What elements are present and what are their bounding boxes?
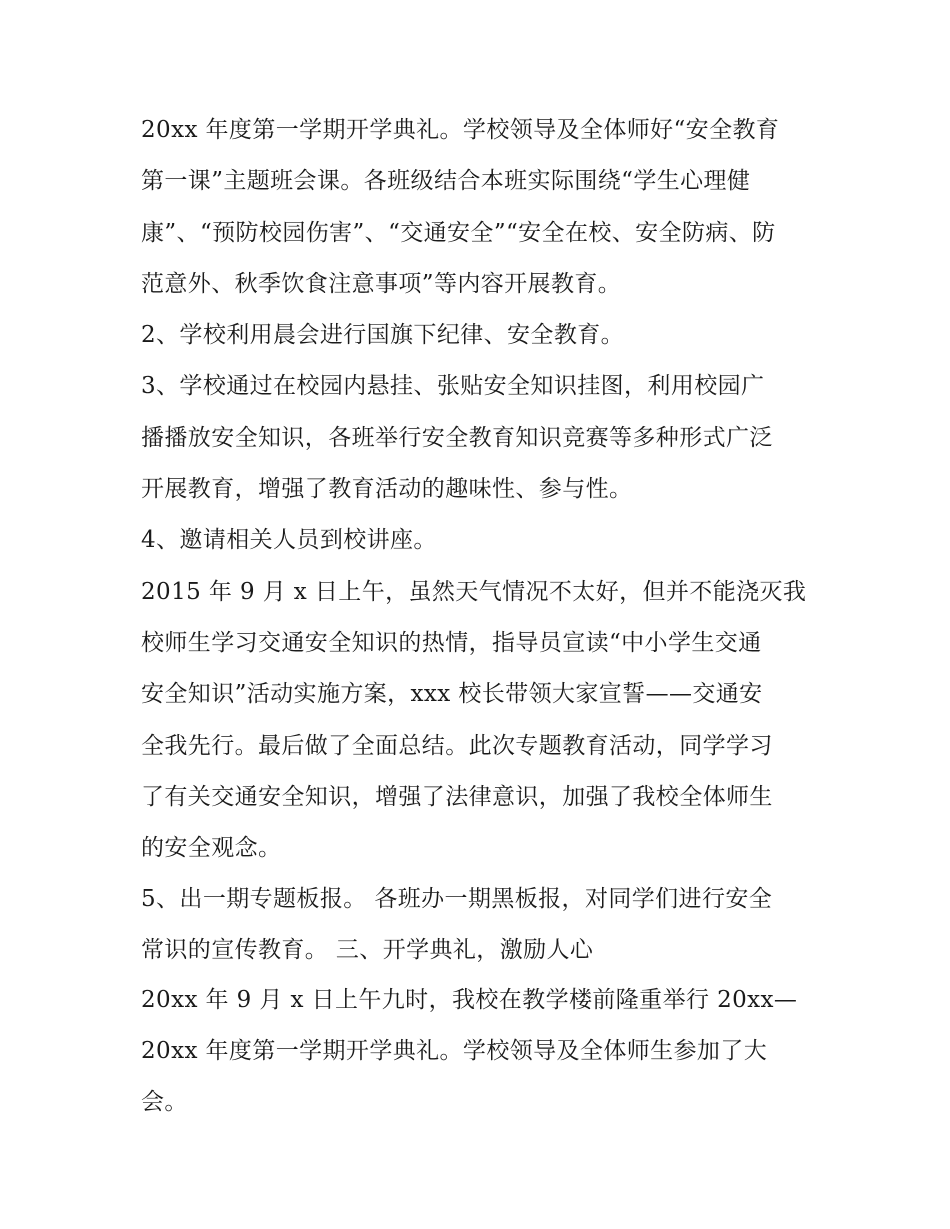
text-line: 了有关交通安全知识，增强了法律意识，加强了我校全体师生 <box>141 783 773 810</box>
text-line: 范意外、秋季饮食注意事项”等内容开展教育。 <box>141 270 622 297</box>
text-line: 会。 <box>141 1089 188 1116</box>
text-line: 20xx 年 9 月 x 日上午九时，我校在教学楼前隆重举行 20xx— <box>141 986 798 1013</box>
text-line: 全我先行。最后做了全面总结。此次专题教育活动，同学学习 <box>141 732 773 759</box>
text-line: 2015 年 9 月 x 日上午，虽然天气情况不太好，但并不能浇灭我 <box>141 578 807 605</box>
text-line: 播播放安全知识，各班举行安全教育知识竞赛等多种形式广泛 <box>141 424 773 451</box>
text-line: 校师生学习交通安全知识的热情，指导员宣读“中小学生交通 <box>141 629 762 656</box>
text-line: 开展教育，增强了教育活动的趣味性、参与性。 <box>141 476 633 503</box>
list-item-5: 5、出一期专题板报。 各班办一期黑板报，对同学们进行安全 <box>141 886 773 913</box>
text-line: 第一课”主题班会课。各班级结合本班实际围绕“学生心理健 <box>141 168 751 195</box>
list-item-2: 2、学校利用晨会进行国旗下纪律、安全教育。 <box>141 322 625 349</box>
text-line: 安全知识”活动实施方案，xxx 校长带领大家宣誓——交通安 <box>141 681 763 708</box>
text-line: 20xx 年度第一学期开学典礼。学校领导及全体师生参加了大 <box>141 1038 768 1065</box>
list-item-3: 3、学校通过在校园内悬挂、张贴安全知识挂图，利用校园广 <box>141 373 765 400</box>
text-line: 20xx 年度第一学期开学典礼。学校领导及全体师好“安全教育 <box>141 117 780 143</box>
text-line: 的安全观念。 <box>141 835 282 862</box>
document-body <box>141 105 821 1129</box>
section-heading-line: 常识的宣传教育。 三、开学典礼，激励人心 <box>141 936 594 963</box>
list-item-4: 4、邀请相关人员到校讲座。 <box>141 527 437 554</box>
text-line: 康”、“预防校园伤害”、“交通安全”“安全在校、安全防病、防 <box>141 219 776 246</box>
